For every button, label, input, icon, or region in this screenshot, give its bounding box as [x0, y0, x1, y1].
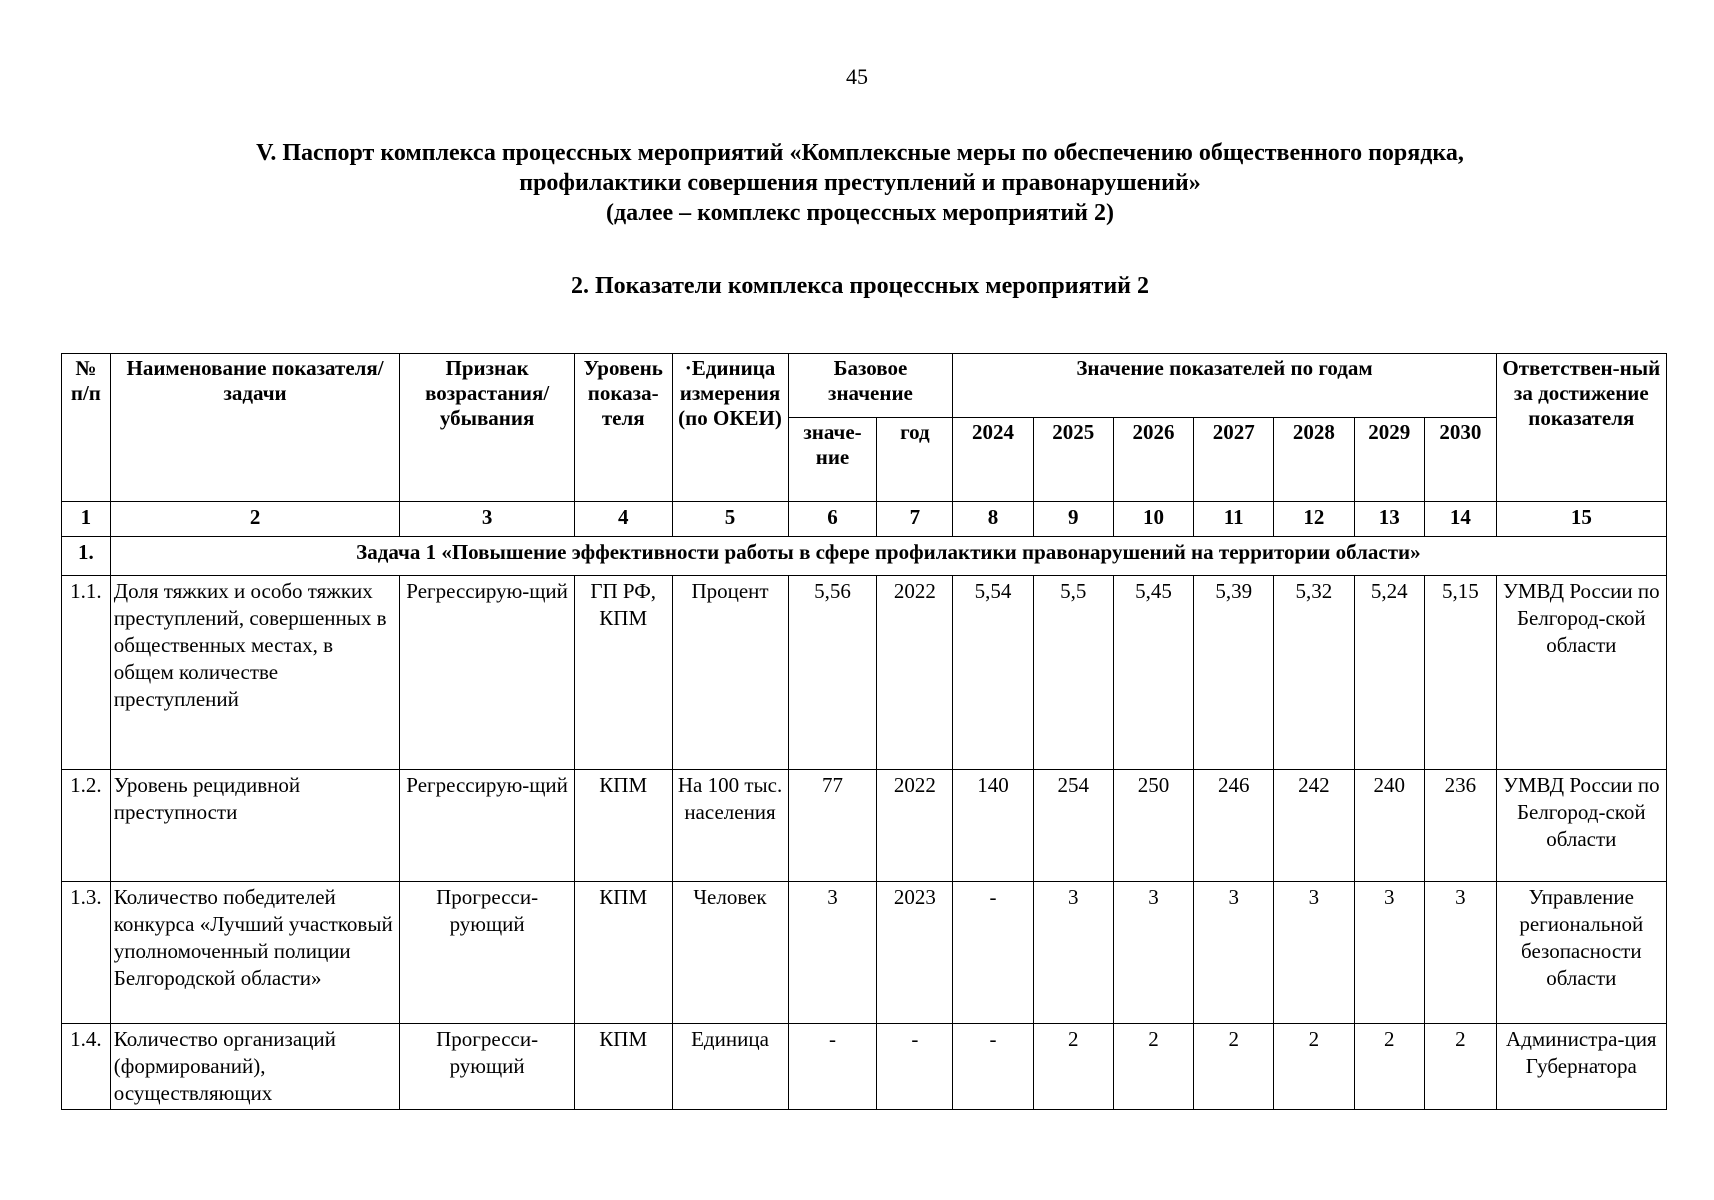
column-number: 7	[877, 502, 953, 537]
heading-line-1: V. Паспорт комплекса процессных мероприятий «Комплексные меры по обеспечению общественного порядка,	[256, 140, 1464, 166]
row-value: 5,24	[1354, 576, 1424, 770]
header-level: Уровень показа-теля	[574, 354, 672, 502]
row-value: 5,45	[1113, 576, 1193, 770]
row-value: 3	[1425, 882, 1497, 1024]
column-number: 4	[574, 502, 672, 537]
row-value: 236	[1425, 770, 1497, 882]
column-number: 6	[788, 502, 877, 537]
row-unit: Человек	[672, 882, 788, 1024]
row-trend: Прогресси-рующий	[400, 1024, 575, 1110]
column-number: 8	[953, 502, 1033, 537]
header-name: Наименование показателя/задачи	[110, 354, 400, 502]
row-level: КПМ	[574, 770, 672, 882]
section-heading	[60, 138, 1660, 228]
row-level: ГП РФ, КПМ	[574, 576, 672, 770]
row-value: -	[953, 882, 1033, 1024]
row-value: 2	[1194, 1024, 1274, 1110]
row-value: 2	[1113, 1024, 1193, 1110]
row-level: КПМ	[574, 1024, 672, 1110]
row-value: 5,5	[1033, 576, 1113, 770]
row-base-year: -	[877, 1024, 953, 1110]
row-value: 246	[1194, 770, 1274, 882]
header-year: 2029	[1354, 418, 1424, 502]
row-value: 240	[1354, 770, 1424, 882]
row-responsible: УМВД России по Белгород-ской области	[1496, 576, 1666, 770]
column-number: 13	[1354, 502, 1424, 537]
column-number: 2	[110, 502, 400, 537]
row-value: 2	[1425, 1024, 1497, 1110]
row-value: 3	[1274, 882, 1354, 1024]
row-num: 1.3.	[62, 882, 111, 1024]
row-value: 5,32	[1274, 576, 1354, 770]
column-number: 11	[1194, 502, 1274, 537]
task-num: 1.	[62, 537, 111, 576]
row-value: 3	[1033, 882, 1113, 1024]
row-value: 140	[953, 770, 1033, 882]
row-value: 254	[1033, 770, 1113, 882]
header-year: 2024	[953, 418, 1033, 502]
table-row	[62, 770, 1667, 882]
row-name: Уровень рецидивной преступности	[110, 770, 400, 882]
row-value: 5,54	[953, 576, 1033, 770]
row-num: 1.1.	[62, 576, 111, 770]
row-value: 3	[1194, 882, 1274, 1024]
header-year: 2025	[1033, 418, 1113, 502]
row-base-value: 3	[788, 882, 877, 1024]
column-number: 1	[62, 502, 111, 537]
table-row	[62, 882, 1667, 1024]
column-number: 5	[672, 502, 788, 537]
table-row	[62, 1024, 1667, 1110]
column-number: 3	[400, 502, 575, 537]
row-value: 2	[1354, 1024, 1424, 1110]
row-base-year: 2022	[877, 770, 953, 882]
row-unit: Единица	[672, 1024, 788, 1110]
row-trend: Регрессирую-щий	[400, 576, 575, 770]
header-trend: Признак возрастания/ убывания	[400, 354, 575, 502]
row-value: 2	[1274, 1024, 1354, 1110]
row-value: 2	[1033, 1024, 1113, 1110]
header-year: 2030	[1425, 418, 1497, 502]
heading-line-2: профилактики совершения преступлений и правонарушений»	[519, 170, 1201, 196]
task-title: Задача 1 «Повышение эффективности работы в сфере профилактики правонарушений на территории области»	[110, 537, 1666, 576]
row-trend: Прогресси-рующий	[400, 882, 575, 1024]
indicators-table	[61, 353, 1667, 1110]
header-base: Базовое значение	[788, 354, 953, 418]
table-row	[62, 576, 1667, 770]
header-year: 2028	[1274, 418, 1354, 502]
column-number: 10	[1113, 502, 1193, 537]
row-value: 5,15	[1425, 576, 1497, 770]
row-value: 3	[1354, 882, 1424, 1024]
row-value: 3	[1113, 882, 1193, 1024]
task-row	[62, 537, 1667, 576]
row-unit: На 100 тыс. населения	[672, 770, 788, 882]
column-number: 9	[1033, 502, 1113, 537]
column-number: 15	[1496, 502, 1666, 537]
row-num: 1.4.	[62, 1024, 111, 1110]
header-year: 2026	[1113, 418, 1193, 502]
row-responsible: УМВД России по Белгород-ской области	[1496, 770, 1666, 882]
header-years-group: Значение показателей по годам	[953, 354, 1496, 418]
row-name: Доля тяжких и особо тяжких преступлений, совершенных в общественных местах, в общем количестве преступлений	[110, 576, 400, 770]
header-base-value: значе-ние	[788, 418, 877, 502]
page-number: 45	[846, 64, 868, 89]
row-base-value: -	[788, 1024, 877, 1110]
row-level: КПМ	[574, 882, 672, 1024]
row-base-year: 2023	[877, 882, 953, 1024]
row-value: 250	[1113, 770, 1193, 882]
row-value: 242	[1274, 770, 1354, 882]
row-value: -	[953, 1024, 1033, 1110]
row-num: 1.2.	[62, 770, 111, 882]
row-base-value: 5,56	[788, 576, 877, 770]
column-number: 14	[1425, 502, 1497, 537]
row-value: 5,39	[1194, 576, 1274, 770]
header-base-year: год	[877, 418, 953, 502]
row-name: Количество победителей конкурса «Лучший участковый уполномоченный полиции Белгородской области»	[110, 882, 400, 1024]
heading-line-3: (далее – комплекс процессных мероприятий 2)	[606, 200, 1114, 226]
header-responsible: Ответствен-ный за достижение показателя	[1496, 354, 1666, 502]
column-number: 12	[1274, 502, 1354, 537]
row-name: Количество организаций (формирований), осуществляющих	[110, 1024, 400, 1110]
row-base-value: 77	[788, 770, 877, 882]
header-unit: ·Единица измерения (по ОКЕИ)	[672, 354, 788, 502]
row-responsible: Управление региональной безопасности области	[1496, 882, 1666, 1024]
row-unit: Процент	[672, 576, 788, 770]
header-num: № п/п	[62, 354, 111, 502]
column-number-row	[62, 502, 1667, 537]
row-trend: Регрессирую-щий	[400, 770, 575, 882]
table-title: 2. Показатели комплекса процессных мероприятий 2	[570, 273, 1149, 299]
header-year: 2027	[1194, 418, 1274, 502]
row-responsible: Администра-ция Губернатора	[1496, 1024, 1666, 1110]
row-base-year: 2022	[877, 576, 953, 770]
